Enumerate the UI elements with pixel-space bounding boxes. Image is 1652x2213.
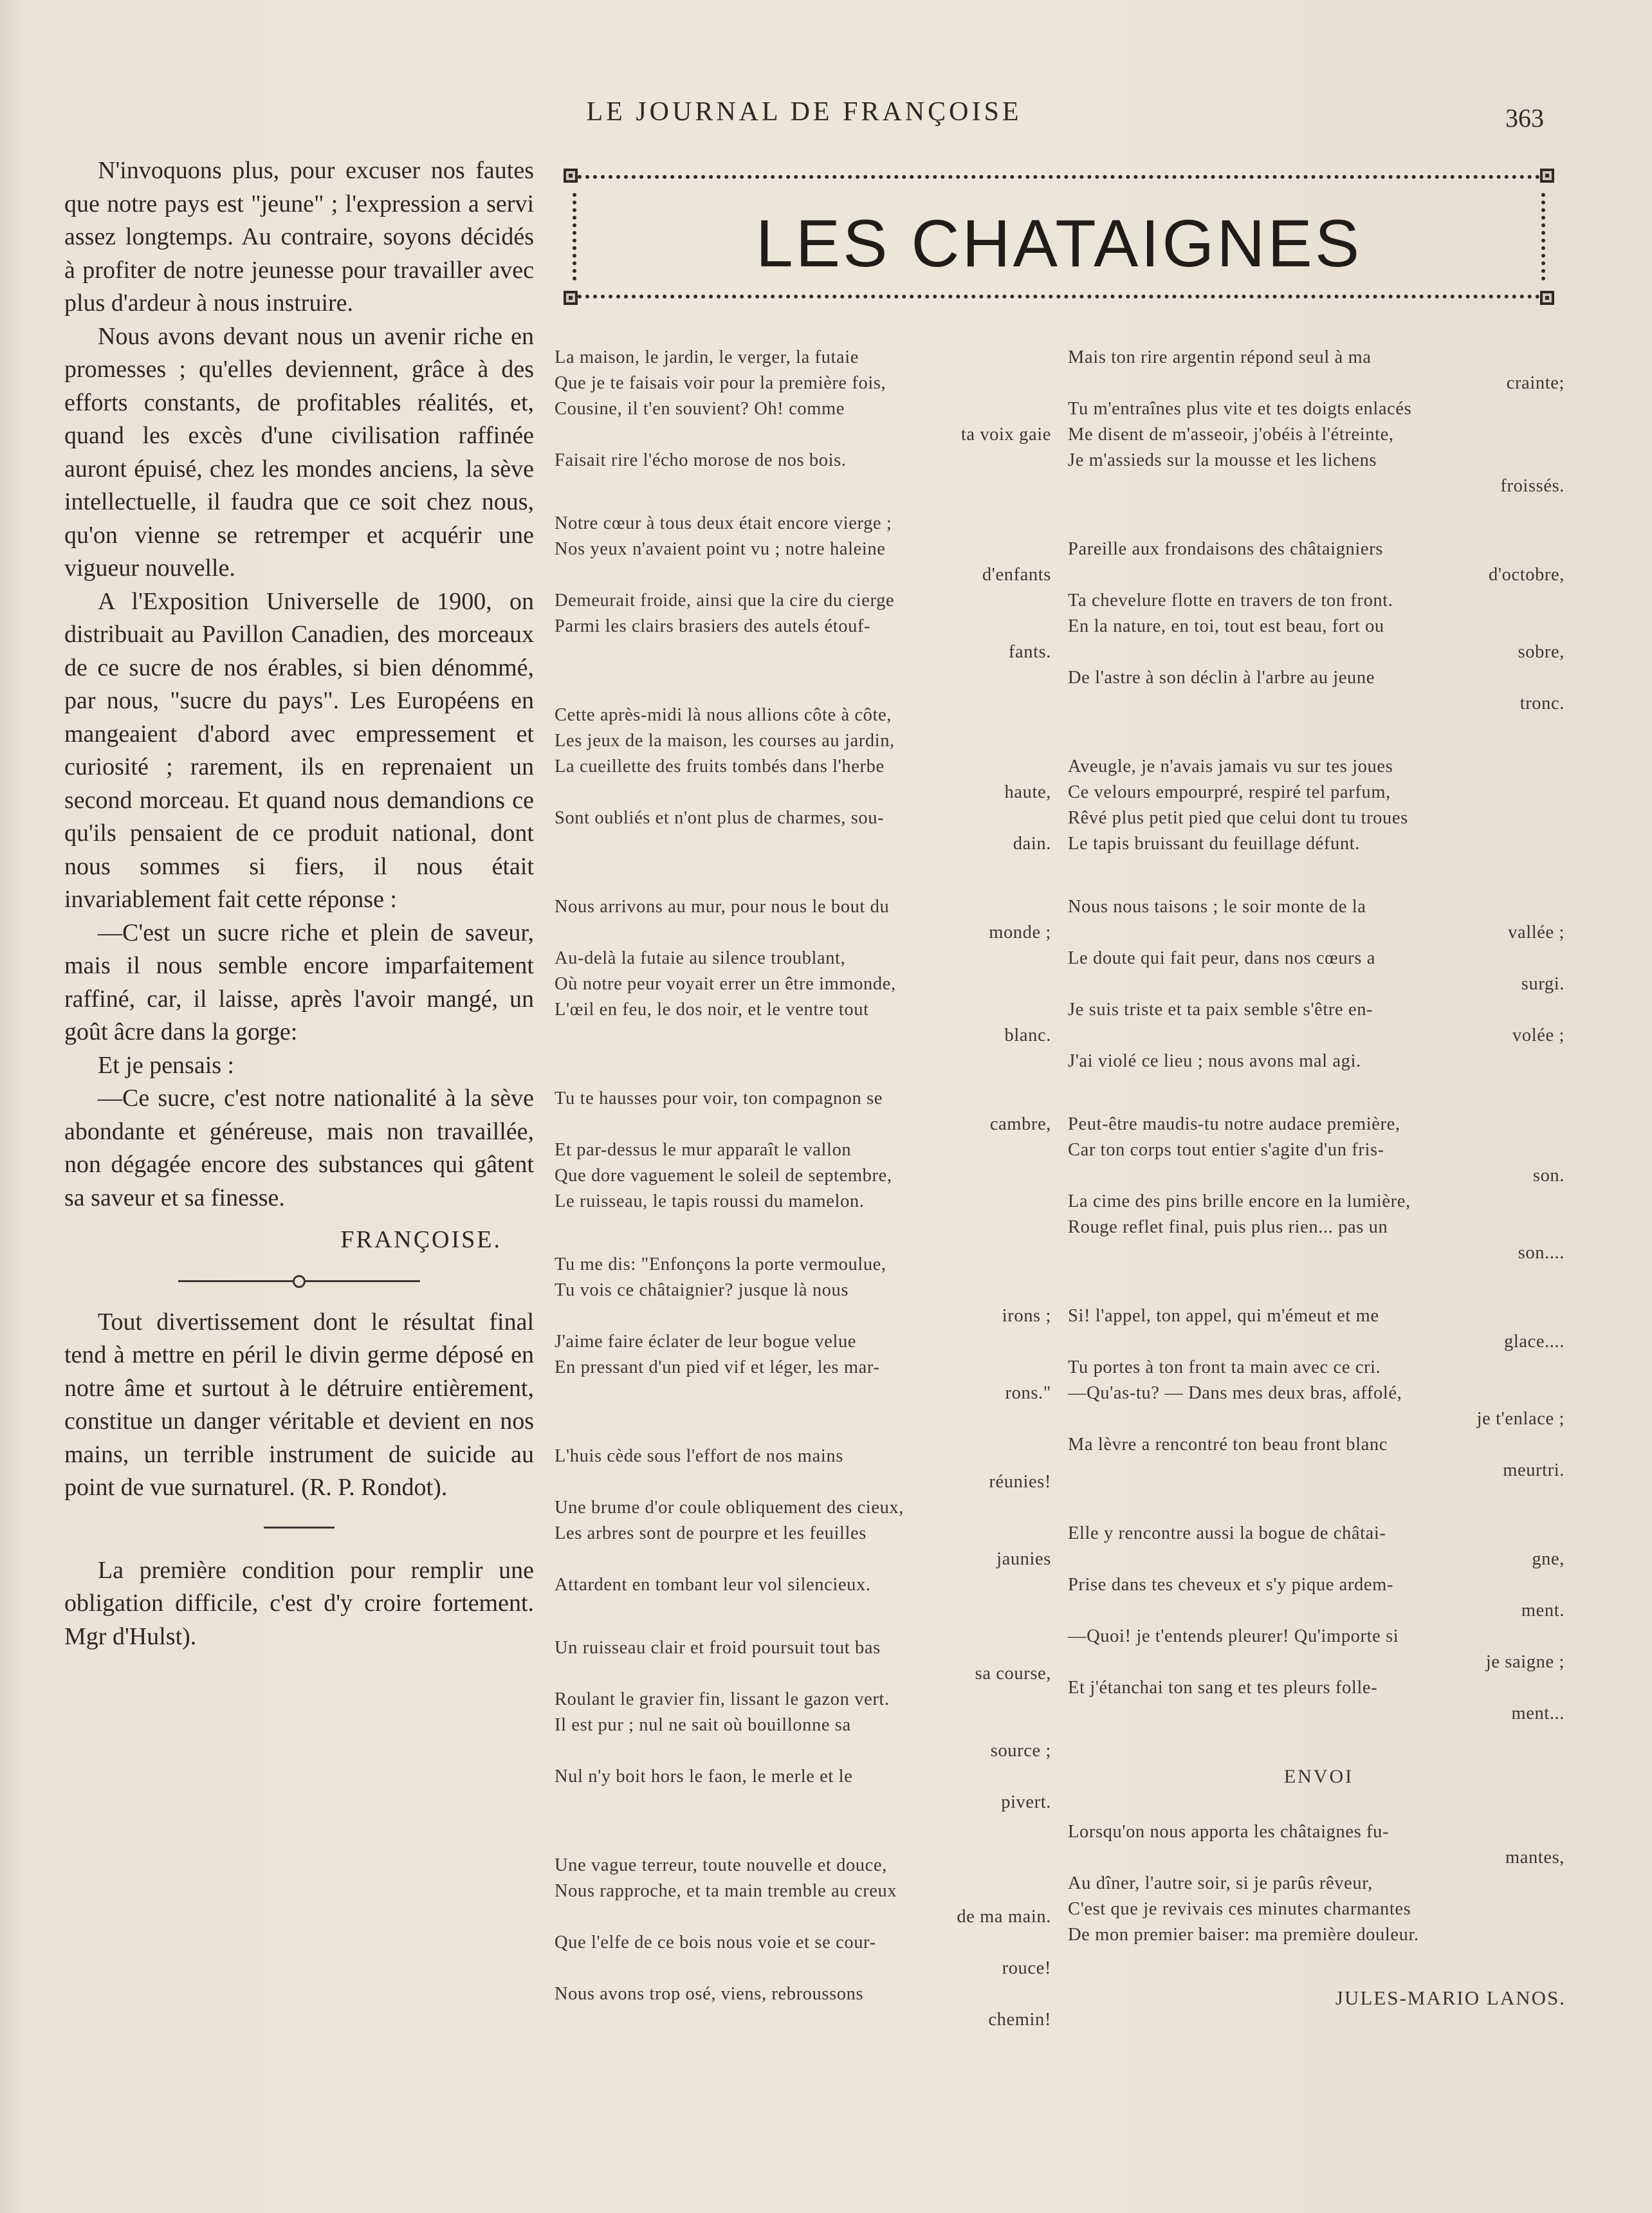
poem-line: Tu me dis: "Enfonçons la porte vermoulue,	[555, 1254, 886, 1274]
poem-line: surgi.	[1521, 974, 1565, 994]
poem-line: Tu te hausses pour voir, ton compagnon se	[555, 1088, 883, 1108]
poem-line: De mon premier baiser: ma première douleur.	[1068, 1925, 1419, 1945]
poem-stanza	[555, 511, 1056, 665]
poem-line: —Qu'as-tu? — Dans mes deux bras, affolé,	[1068, 1383, 1402, 1403]
quote-hulst: La première condition pour remplir une obligation difficile, c'est d'y croire fortement. Mgr d'Hulst).	[64, 1556, 534, 1650]
poem-line: Les arbres sont de pourpre et les feuilles	[555, 1523, 867, 1543]
poem-line: fants.	[1008, 642, 1051, 662]
poem-line: je t'enlace ;	[1476, 1409, 1565, 1429]
poem-line: Notre cœur à tous deux était encore vierge ;	[555, 513, 892, 533]
poem-line: Si! l'appel, ton appel, qui m'émeut et me	[1068, 1306, 1379, 1326]
poem-line: Tu vois ce châtaignier? jusque là nous	[555, 1280, 849, 1300]
poem-line: froissés.	[1500, 476, 1565, 496]
poem-line: J'ai violé ce lieu ; nous avons mal agi.	[1068, 1051, 1361, 1071]
paragraph: Et je pensais :	[98, 1051, 235, 1079]
poem-line: L'œil en feu, le dos noir, et le ventre tout	[555, 1000, 869, 1020]
poem-line: d'octobre,	[1489, 565, 1565, 585]
poem-line: Aveugle, je n'avais jamais vu sur tes joues	[1068, 757, 1393, 776]
poem-line: C'est que je revivais ces minutes charmantes	[1068, 1899, 1411, 1919]
poem-line: sa course,	[975, 1664, 1051, 1684]
poem-line: tronc.	[1519, 693, 1565, 713]
poem-line: monde ;	[989, 923, 1051, 942]
poem-line: Cousine, il t'en souvient? Oh! comme	[555, 399, 845, 419]
poem-stanza	[1068, 345, 1570, 499]
poem-line: En pressant d'un pied vif et léger, les mar-	[555, 1357, 880, 1377]
poem-line: Que je te faisais voir pour la première fois,	[555, 373, 886, 393]
poem-stanza	[1068, 1303, 1570, 1483]
paragraph: N'invoquons plus, pour excuser nos fautes que notre pays est "jeune" ; l'expression a servi assez longtemps. Au contraire, soyons décidés à profiter de notre jeunesse pour travailler avec plus d'ardeur à nous instruire.	[64, 157, 534, 317]
poem-line: Que dore vaguement le soleil de septembre,	[555, 1166, 892, 1186]
poem-stanza	[1068, 1521, 1570, 1727]
poem-line: Les jeux de la maison, les courses au jardin,	[555, 731, 895, 751]
poem-line: de ma main.	[957, 1907, 1051, 1927]
poem-line: La cueillette des fruits tombés dans l'herbe	[555, 757, 885, 776]
poem-line: Nul n'y boit hors le faon, le merle et le	[555, 1767, 853, 1786]
envoi-stanza	[1068, 1819, 1570, 1948]
poem-column-right	[1068, 345, 1570, 2011]
poem-line: Attardent en tombant leur vol silencieux.	[555, 1575, 871, 1595]
poem-line: Un ruisseau clair et froid poursuit tout bas	[555, 1638, 881, 1658]
poem-line: crainte;	[1506, 373, 1565, 393]
poem-line: Rêvé plus petit pied que celui dont tu troues	[1068, 808, 1408, 828]
poem-stanza	[555, 345, 1056, 473]
poem-line: ment.	[1521, 1601, 1565, 1621]
poem-line: rons."	[1005, 1383, 1051, 1403]
poem-line: Nous avons trop osé, viens, rebroussons	[555, 1984, 864, 2004]
poem-line: mantes,	[1505, 1848, 1565, 1868]
poem-line: La maison, le jardin, le verger, la futaie	[555, 347, 859, 367]
poem-line: sobre,	[1518, 642, 1565, 662]
poem-line: Le tapis bruissant du feuillage défunt.	[1068, 834, 1360, 854]
poem-stanza	[555, 1853, 1056, 2033]
poem-line: Me disent de m'asseoir, j'obéis à l'étreinte,	[1068, 425, 1394, 445]
poem-line: Au dîner, l'autre soir, si je parûs rêveur,	[1068, 1873, 1373, 1893]
poem-stanza	[1068, 1112, 1570, 1266]
poem-line: Où notre peur voyait errer un être immonde,	[555, 974, 896, 994]
poem-line: cambre,	[989, 1114, 1051, 1134]
poem-line: Et j'étanchai ton sang et tes pleurs folle-	[1068, 1678, 1378, 1698]
poem-line: ment...	[1511, 1703, 1565, 1723]
running-head: LE JOURNAL DE FRANÇOISE	[586, 97, 1022, 127]
poem-line: Faisait rire l'écho morose de nos bois.	[555, 450, 847, 470]
editorial-column	[64, 154, 534, 1653]
page-number: 363	[1505, 104, 1544, 133]
paragraph: Nous avons devant nous un avenir riche en promesses ; qu'elles deviennent, grâce à des efforts constants, de profitables réalités, et, quand les excès d'une civilisation raffinée auront épuisé, chez les mondes anciens, la sève intellectuelle, il faudra que ce soit chez nous, qu'on vienne se retremper et acquérir une vigueur nouvelle.	[64, 322, 534, 582]
poem-line: rouce!	[1002, 1958, 1051, 1978]
poem-line: Mais ton rire argentin répond seul à ma	[1068, 347, 1372, 367]
poem-line: Parmi les clairs brasiers des autels étouf-	[555, 616, 871, 636]
poem-line: chemin!	[988, 2010, 1051, 2030]
poem-line: volée ;	[1512, 1025, 1565, 1045]
poem-line: Peut-être maudis-tu notre audace première,	[1068, 1114, 1400, 1134]
paragraph: A l'Exposition Universelle de 1900, on distribuait au Pavillon Canadien, des morceaux de ce sucre de nos érables, si bien dénommé, par nous, "sucre du pays". Les Européens en mangeaient d'abord avec empressement et curiosité ; rarement, ils en reprenaient un second morceau. Et quand nous demandions ce qu'ils pensaient de ce produit national, dont nous sommes si fiers, il nous était invariablement fait cette réponse :	[64, 587, 534, 913]
poem-line: dain.	[1013, 834, 1051, 854]
poem-line: La cime des pins brille encore en la lumière,	[1068, 1191, 1411, 1211]
poem-line: —Quoi! je t'entends pleurer! Qu'importe si	[1068, 1626, 1399, 1646]
poem-line: haute,	[1004, 782, 1051, 802]
poem-line: Nous arrivons au mur, pour nous le bout du	[555, 897, 890, 917]
poem-line: Le doute qui fait peur, dans nos cœurs a	[1068, 948, 1375, 968]
poem-line: Je m'assieds sur la mousse et les lichens	[1068, 450, 1377, 470]
poem-line: Il est pur ; nul ne sait où bouillonne sa	[555, 1715, 851, 1735]
poem-column-left	[555, 345, 1056, 2070]
poem-line: Ce velours empourpré, respiré tel parfum,	[1068, 782, 1391, 802]
envoi-title: ENVOI	[1283, 1766, 1354, 1787]
poem-line: Car ton corps tout entier s'agite d'un fris-	[1068, 1140, 1384, 1160]
poem-stanza	[555, 894, 1056, 1049]
poem-stanza	[555, 1252, 1056, 1406]
poem-line: Au-delà la futaie au silence troublant,	[555, 948, 846, 968]
paragraph: —C'est un sucre riche et plein de saveur, mais il nous semble encore imparfaitement raffiné, car, il laisse, après l'avoir mangé, un goût âcre dans la gorge:	[64, 919, 534, 1045]
poem-line: Roulant le gravier fin, lissant le gazon vert.	[555, 1689, 890, 1709]
poem-line: Tu m'entraînes plus vite et tes doigts enlacés	[1068, 399, 1412, 419]
poem-line: Cette après-midi là nous allions côte à côte,	[555, 705, 892, 725]
poem-line: En la nature, en toi, tout est beau, fort ou	[1068, 616, 1384, 636]
poem-line: son.	[1532, 1166, 1565, 1186]
poem-line: Lorsqu'on nous apporta les châtaignes fu-	[1068, 1822, 1390, 1842]
poem-line: glace....	[1503, 1332, 1565, 1352]
poem-stanza	[555, 1444, 1056, 1598]
poem-line: Que l'elfe de ce bois nous voie et se cour-	[555, 1933, 876, 1952]
poem-stanza	[555, 702, 1056, 857]
short-rule	[264, 1527, 335, 1529]
ornament-divider	[64, 1274, 534, 1289]
poem-line: Nos yeux n'avaient point vu ; notre haleine	[555, 539, 886, 559]
poem-stanza	[555, 1635, 1056, 1815]
poem-line: son....	[1518, 1243, 1565, 1263]
poem-line: Et par-dessus le mur apparaît le vallon	[555, 1140, 852, 1160]
poem-stanza	[555, 1086, 1056, 1215]
poem-line: Une vague terreur, toute nouvelle et douce,	[555, 1855, 887, 1875]
paragraph: —Ce sucre, c'est notre nationalité à la sève abondante et généreuse, mais non travaillée, non dégagée encore des substances qui gâtent sa saveur et sa finesse.	[64, 1085, 534, 1211]
poem-line: source ;	[990, 1741, 1051, 1761]
poem-line: Tu portes à ton front ta main avec ce cri.	[1068, 1357, 1381, 1377]
poem-line: ta voix gaie	[960, 425, 1051, 445]
poem-line: Elle y rencontre aussi la bogue de châtai-	[1068, 1523, 1386, 1543]
poem-line: blanc.	[1004, 1025, 1051, 1045]
poem-author: JULES-MARIO LANOS.	[1335, 1987, 1566, 2009]
poem-line: J'aime faire éclater de leur bogue velue	[555, 1332, 857, 1352]
poem-line: pivert.	[1001, 1792, 1051, 1812]
poem-line: Prise dans tes cheveux et s'y pique ardem-	[1068, 1575, 1393, 1595]
poem-line: Je suis triste et ta paix semble s'être en-	[1068, 1000, 1373, 1020]
poem-stanza	[1068, 894, 1570, 1074]
poem-line: Nous nous taisons ; le soir monte de la	[1068, 897, 1366, 917]
poem-line: vallée ;	[1508, 923, 1565, 942]
poem-title: LES CHATAIGNES	[755, 207, 1363, 281]
poem-line: Nous rapproche, et ta main tremble au creux	[555, 1881, 897, 1901]
poem-line: d'enfants	[982, 565, 1051, 585]
poem-line: Ta chevelure flotte en travers de ton front.	[1068, 591, 1393, 611]
poem-line: meurtri.	[1503, 1460, 1565, 1480]
poem-line: Une brume d'or coule obliquement des cieux,	[555, 1498, 904, 1518]
poem-line: réunies!	[989, 1472, 1051, 1492]
poem-stanza	[1068, 754, 1570, 857]
poem-line: De l'astre à son déclin à l'arbre au jeune	[1068, 668, 1375, 688]
poem-line: L'huis cède sous l'effort de nos mains	[555, 1446, 843, 1466]
poem-line: Pareille aux frondaisons des châtaigniers	[1068, 539, 1383, 559]
poem-line: Sont oubliés et n'ont plus de charmes, sou-	[555, 808, 885, 828]
poem-line: je saigne ;	[1485, 1652, 1565, 1672]
poem-line: Rouge reflet final, puis plus rien... pas un	[1068, 1217, 1388, 1237]
poem-line: jaunies	[996, 1549, 1051, 1569]
poem-line: Demeurait froide, ainsi que la cire du cierge	[555, 591, 895, 611]
poem-line: Le ruisseau, le tapis roussi du mamelon.	[555, 1191, 865, 1211]
poem-line: Ma lèvre a rencontré ton beau front blanc	[1068, 1435, 1388, 1455]
poem-stanza	[1068, 537, 1570, 717]
poem-line: gne,	[1532, 1549, 1565, 1569]
title-frame	[564, 165, 1554, 309]
signature: FRANÇOISE.	[340, 1226, 502, 1253]
quote-rondot: Tout divertissement dont le résultat final tend à mettre en péril le divin germe déposé en notre âme et surtout à le détruire entièrement, constitue un danger véritable et devient en nos mains, un terrible instrument de suicide au point de vue surnaturel. (R. P. Rondot).	[64, 1308, 534, 1501]
poem-line: irons ;	[1002, 1306, 1051, 1326]
